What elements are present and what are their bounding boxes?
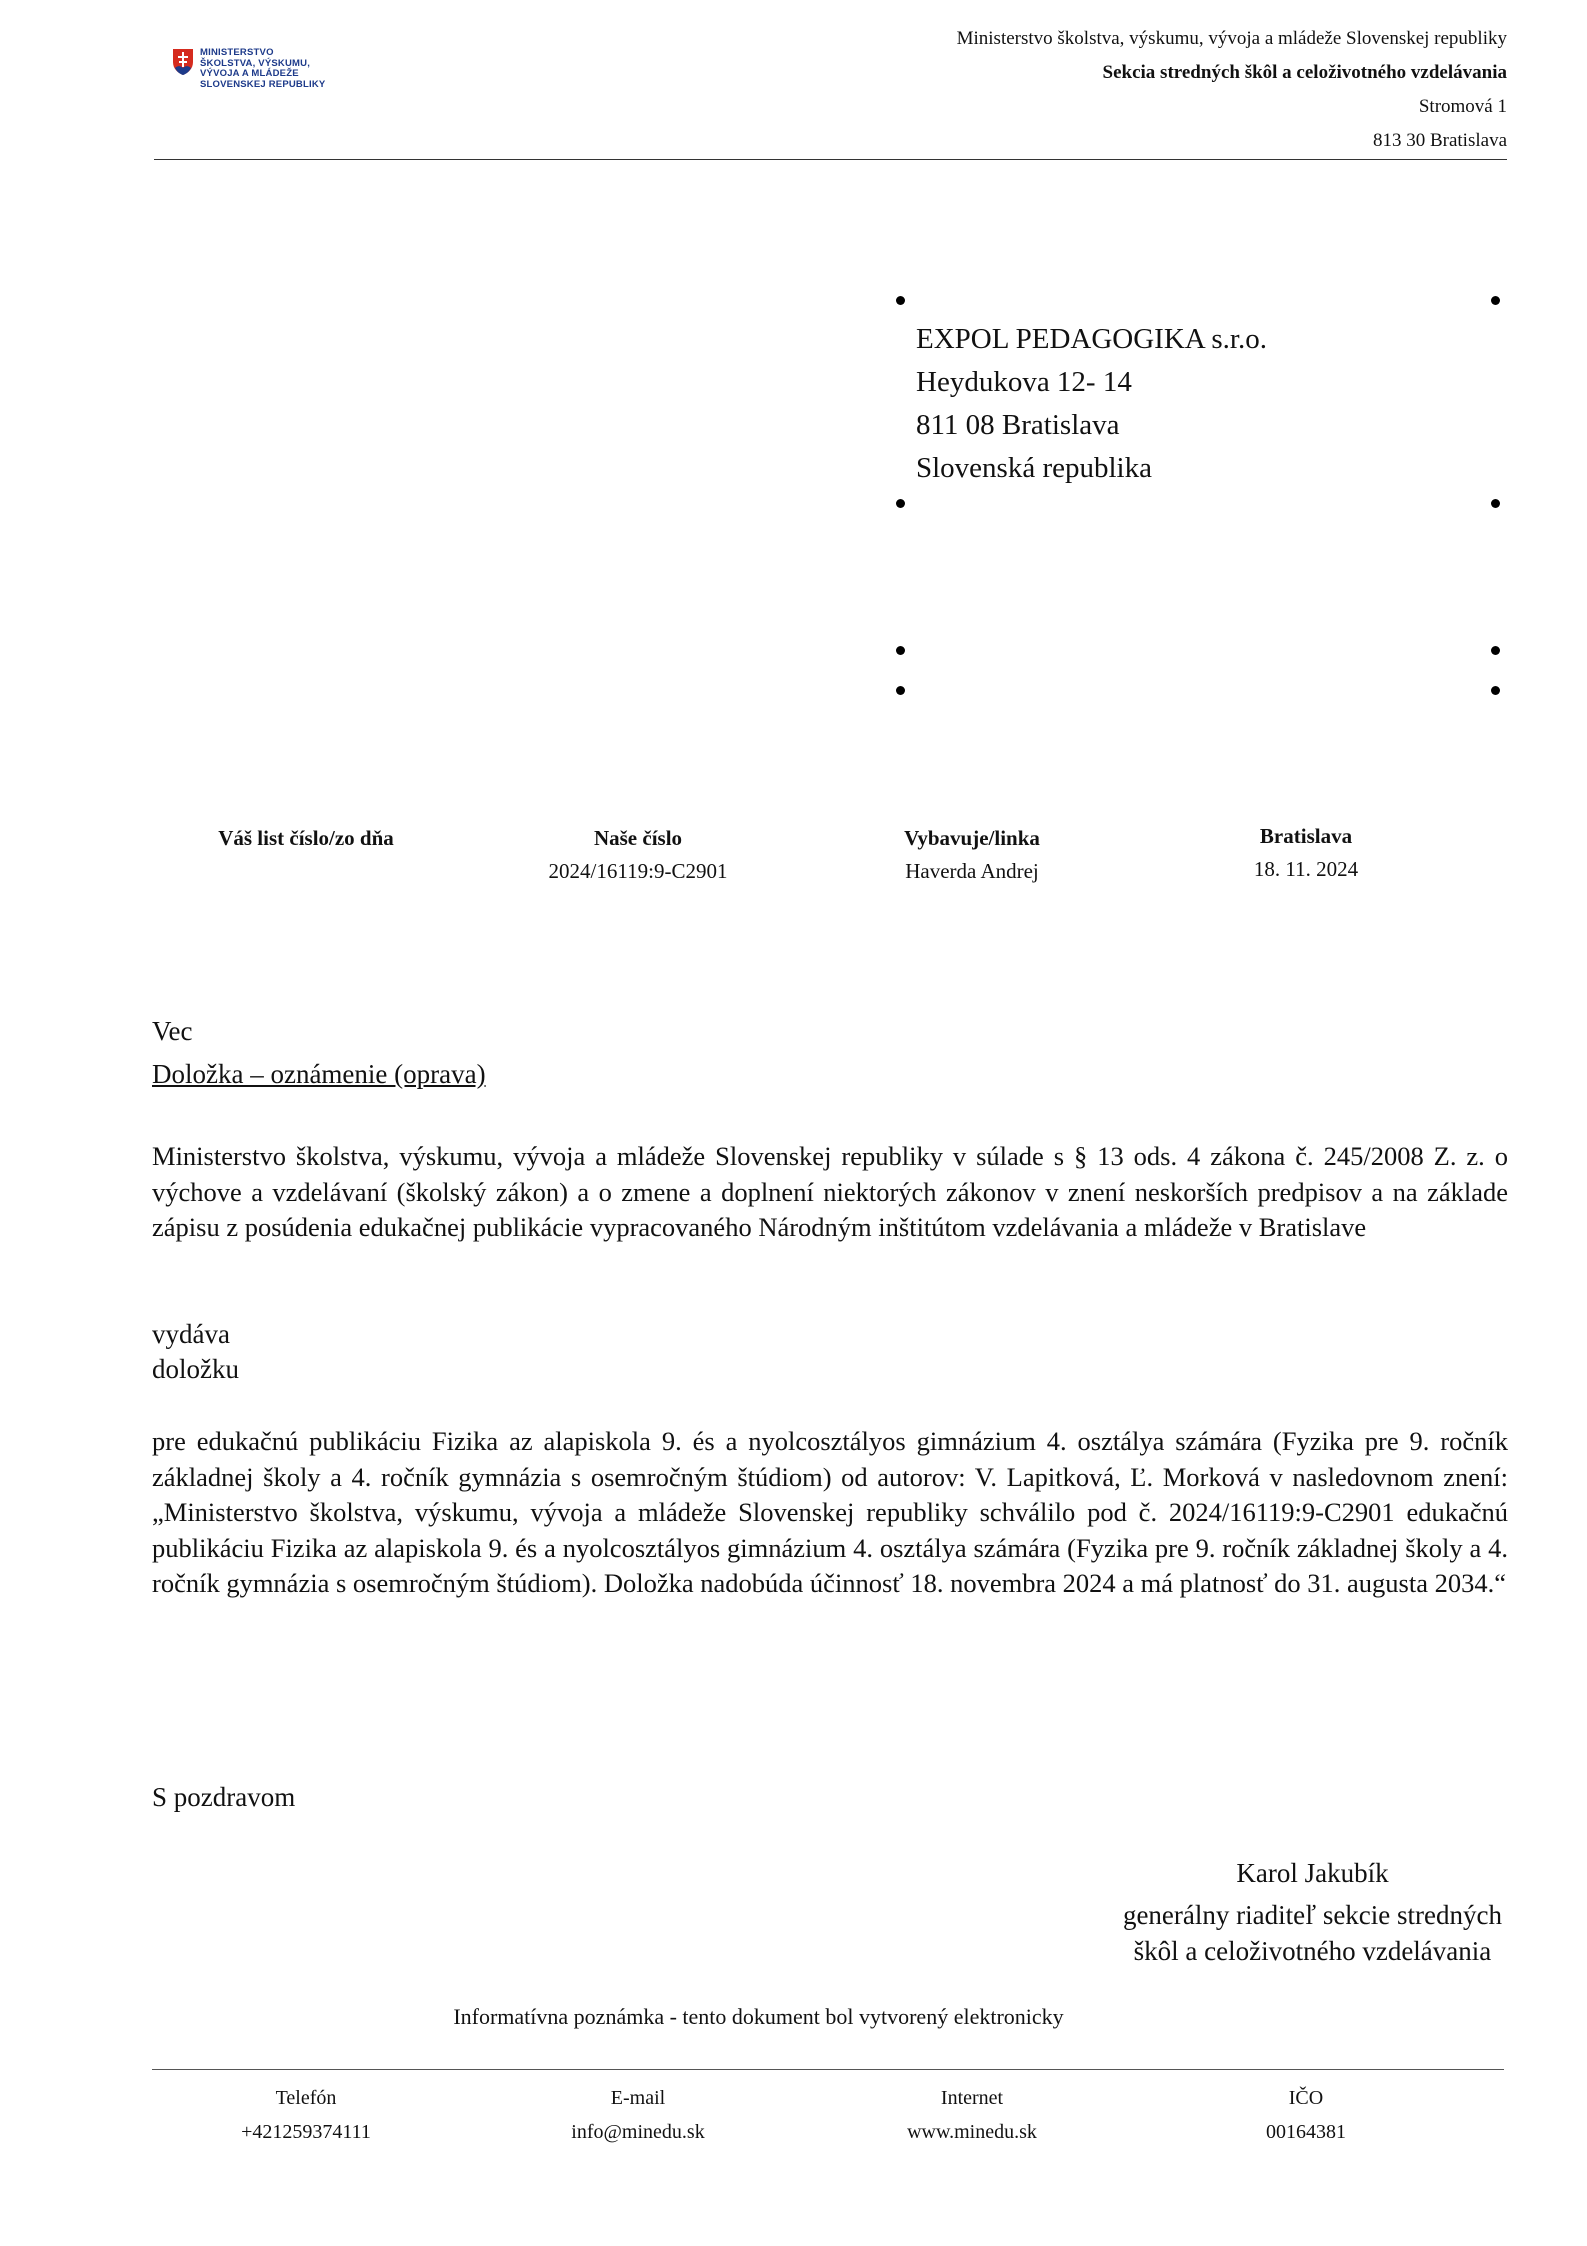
address-marker <box>896 686 905 695</box>
body-issues: vydáva <box>152 1319 230 1349</box>
signature-title-line-1: generálny riaditeľ sekcie stredných <box>1122 1900 1502 1930</box>
footer-phone-label: Telefón <box>275 2087 337 2109</box>
subject-title: Doložka – oznámenie (oprava) <box>152 1059 486 1089</box>
address-marker <box>1491 499 1500 508</box>
ref-our-number <box>549 826 728 884</box>
ref-our-number-value: 2024/16119:9-C2901 <box>548 859 728 883</box>
ref-our-number-label: Naše číslo <box>593 826 683 850</box>
header-street: Stromová 1 <box>1418 96 1507 117</box>
footer-email-value: info@minedu.sk <box>571 2121 705 2143</box>
ministry-logo <box>172 48 332 100</box>
footer-ico <box>1266 2081 1346 2149</box>
header-divider <box>154 159 1507 160</box>
ref-place-date <box>1254 824 1358 882</box>
header-city: 813 30 Bratislava <box>1372 130 1507 151</box>
logo-line: ŠKOLSTVA, VÝSKUMU, <box>200 57 311 69</box>
logo-line: SLOVENSKEJ REPUBLIKY <box>200 78 326 90</box>
footer-divider <box>152 2069 1504 2070</box>
address-marker <box>896 296 905 305</box>
address-marker <box>896 646 905 655</box>
recipient-country: Slovenská republika <box>916 452 1152 484</box>
footer-ico-label: IČO <box>1288 2087 1324 2109</box>
body-greeting: S pozdravom <box>152 1782 296 1812</box>
recipient-company: EXPOL PEDAGOGIKA s.r.o. <box>916 323 1267 355</box>
signature-title-line-2: škôl a celoživotného vzdelávania <box>1133 1936 1492 1966</box>
ref-date-value: 18. 11. 2024 <box>1253 857 1359 881</box>
header-section: Sekcia stredných škôl a celoživotného vzdelávania <box>1102 62 1507 83</box>
electronic-note: Informatívna poznámka - tento dokument bol vytvorený elektronicky <box>453 2004 1064 2029</box>
address-marker <box>1491 686 1500 695</box>
footer-phone <box>241 2081 371 2149</box>
logo-line: VÝVOJA A MLÁDEŽE <box>200 68 299 79</box>
signature-block <box>1123 1855 1502 1969</box>
coat-of-arms-icon <box>172 48 194 76</box>
body-paragraph-2: pre edukačnú publikáciu Fizika az alapiskola 9. és a nyolcosztályos gimnázium 4. osztálya számára (Fyzika pre 9. ročník základnej školy a 4. ročník gymnázia s osemročným štúdiom) od autorov: V. Lapitková, Ľ. Morková v nasledovnom znení: „Ministerstvo školstva, výskumu, vývoja a mládeže Slovenskej republiky schválilo pod č. 2024/16119:9-C2901 edukačnú publikáciu Fizika az alapiskola 9. és a nyolcosztályos gimnázium 4. osztálya számára (Fyzika pre 9. ročník základnej školy a 4. ročník gymnázia s osemročným štúdiom). Doložka nadobúda účinnosť 18. novembra 2024 a má platnosť do 31. augusta 2034.“ <box>152 1426 1508 1598</box>
body-paragraph-1: Ministerstvo školstva, výskumu, vývoja a mládeže Slovenskej republiky v súlade s § 13 ods. 4 zákona č. 245/2008 Z. z. o výchove a vzdelávaní (školský zákon) a o zmene a doplnení niektorých zákonov v znení neskorších predpisov a na základe zápisu z posúdenia edukačnej publikácie vypracovaného Národným inštitútom vzdelávania a mládeže v Bratislave <box>152 1141 1508 1242</box>
ref-place-label: Bratislava <box>1259 824 1353 848</box>
footer-email <box>571 2081 704 2149</box>
logo-wordmark <box>200 48 325 90</box>
recipient-street: Heydukova 12- 14 <box>916 366 1132 398</box>
address-marker <box>896 499 905 508</box>
address-marker <box>1491 646 1500 655</box>
footer-internet <box>907 2081 1037 2149</box>
footer-email-label: E-mail <box>610 2087 666 2109</box>
signature-name: Karol Jakubík <box>1236 1858 1389 1888</box>
logo-line: MINISTERSTVO <box>200 47 274 58</box>
ref-handled-by <box>904 826 1040 884</box>
address-marker <box>1491 296 1500 305</box>
recipient-address <box>916 318 1267 490</box>
ref-handled-by-label: Vybavuje/linka <box>904 826 1040 850</box>
footer-internet-value: www.minedu.sk <box>907 2121 1037 2143</box>
recipient-city: 811 08 Bratislava <box>916 409 1120 441</box>
footer-internet-label: Internet <box>940 2087 1004 2109</box>
ref-handled-by-value: Haverda Andrej <box>905 859 1039 883</box>
header-ministry: Ministerstvo školstva, výskumu, vývoja a mládeže Slovenskej republiky <box>956 28 1507 49</box>
body-clause: doložku <box>152 1354 239 1384</box>
ref-your-letter-label: Váš list číslo/zo dňa <box>218 826 394 850</box>
subject-label: Vec <box>152 1016 193 1046</box>
ref-your-letter <box>218 826 394 859</box>
footer-ico-value: 00164381 <box>1266 2121 1346 2143</box>
footer-phone-value: +421259374111 <box>241 2121 371 2143</box>
